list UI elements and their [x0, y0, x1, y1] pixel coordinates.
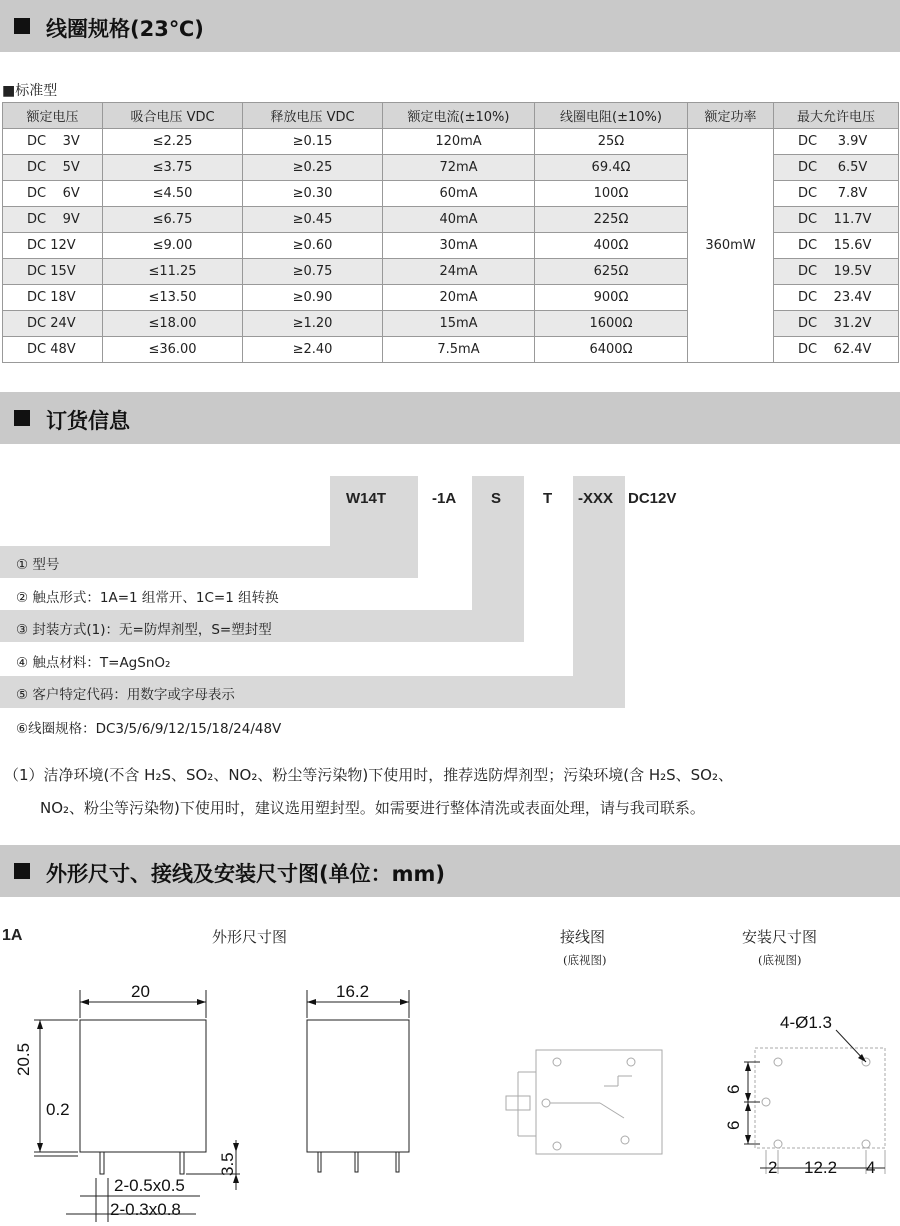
cell-resistance: 1600Ω: [535, 311, 688, 337]
cell-rated: DC 15V: [3, 259, 103, 285]
cell-pull: ≤13.50: [103, 285, 243, 311]
cell-max: DC 19.5V: [774, 259, 899, 285]
dim-horizontal-1: 2: [768, 1158, 778, 1177]
header-coil-resistance: 线圈电阻(±10%): [535, 103, 688, 129]
section-title: 线圈规格(23℃): [46, 17, 204, 41]
cell-max: DC 31.2V: [774, 311, 899, 337]
note-line-2: NO₂、粉尘等污染物)下使用时，建议选用塑封型。如需要进行整体清洗或表面处理，请与我司联系。: [40, 799, 705, 817]
cell-max: DC 62.4V: [774, 337, 899, 363]
dim-vertical-2: 6: [724, 1120, 743, 1130]
cell-pull: ≤36.00: [103, 337, 243, 363]
cell-current: 7.5mA: [383, 337, 535, 363]
cell-release: ≥0.60: [243, 233, 383, 259]
square-bullet-icon: [14, 863, 30, 879]
order-item: ⑥线圈规格：DC3/5/6/9/12/15/18/24/48V: [16, 721, 282, 737]
wiring-bottom-view-label: (底视图): [563, 953, 607, 967]
cell-current: 40mA: [383, 207, 535, 233]
cell-max: DC 6.5V: [774, 155, 899, 181]
note-line-1: （1）洁净环境(不含 H₂S、SO₂、NO₂、粉尘等污染物)下使用时，推荐选防焊剂型；污染环境(含 H₂S、SO₂、: [4, 766, 733, 784]
cell-pull: ≤11.25: [103, 259, 243, 285]
cell-release: ≥0.45: [243, 207, 383, 233]
cell-resistance: 6400Ω: [535, 337, 688, 363]
table-subtitle: ■标准型: [2, 83, 58, 99]
dim-vertical-1: 6: [724, 1084, 743, 1094]
wiring-schematic: [506, 1050, 662, 1154]
cell-max: DC 3.9V: [774, 129, 899, 155]
cell-rated: DC 48V: [3, 337, 103, 363]
cell-resistance: 625Ω: [535, 259, 688, 285]
cell-current: 30mA: [383, 233, 535, 259]
cell-resistance: 69.4Ω: [535, 155, 688, 181]
cell-resistance: 100Ω: [535, 181, 688, 207]
cell-current: 15mA: [383, 311, 535, 337]
cell-pull: ≤4.50: [103, 181, 243, 207]
cell-rated: DC 5V: [3, 155, 103, 181]
cell-release: ≥0.75: [243, 259, 383, 285]
order-item: ⑤ 客户特定代码：用数字或字母表示: [16, 687, 235, 703]
header-rated-voltage: 额定电压: [3, 103, 103, 129]
section-header-ordering: [0, 392, 900, 444]
cell-rated-power: 360mW: [688, 129, 774, 363]
section-header-coil: [0, 0, 900, 52]
relay-side-outline: [307, 1020, 409, 1152]
relay-front-outline: [80, 1020, 206, 1152]
cell-rated: DC 12V: [3, 233, 103, 259]
cell-current: 72mA: [383, 155, 535, 181]
cell-resistance: 25Ω: [535, 129, 688, 155]
order-item: ① 型号: [16, 557, 60, 573]
dim-height: 20.5: [14, 1042, 33, 1076]
cell-rated: DC 18V: [3, 285, 103, 311]
cell-pull: ≤2.25: [103, 129, 243, 155]
cell-current: 20mA: [383, 285, 535, 311]
cell-pull: ≤6.75: [103, 207, 243, 233]
cell-max: DC 11.7V: [774, 207, 899, 233]
header-max-voltage: 最大允许电压: [774, 103, 899, 129]
coil-spec-table: [2, 102, 899, 363]
cell-pull: ≤3.75: [103, 155, 243, 181]
code-package: S: [491, 490, 502, 507]
order-box-5: [573, 476, 625, 708]
cell-max: DC 7.8V: [774, 181, 899, 207]
table-row: [3, 129, 899, 155]
cell-resistance: 225Ω: [535, 207, 688, 233]
cell-rated: DC 9V: [3, 207, 103, 233]
dim-depth: 16.2: [336, 982, 370, 1001]
cell-max: DC 15.6V: [774, 233, 899, 259]
cell-current: 120mA: [383, 129, 535, 155]
outline-drawing-label: 外形尺寸图: [212, 928, 288, 946]
dim-pin-length: 3.5: [218, 1152, 237, 1176]
dim-width: 20: [131, 982, 150, 1001]
section-header-dimensions: [0, 845, 900, 897]
code-coil: DC12V: [628, 490, 677, 507]
square-bullet-icon: [14, 410, 30, 426]
dim-pin-size-2: 2-0.3x0.8: [110, 1200, 181, 1219]
cell-current: 60mA: [383, 181, 535, 207]
code-model: W14T: [346, 490, 387, 507]
cell-release: ≥1.20: [243, 311, 383, 337]
mounting-footprint: [755, 1048, 885, 1174]
cell-current: 24mA: [383, 259, 535, 285]
dim-horizontal-2: 12.2: [804, 1158, 838, 1177]
header-release-voltage: 释放电压 VDC: [243, 103, 383, 129]
cell-release: ≥0.30: [243, 181, 383, 207]
dim-gap: 0.2: [46, 1100, 70, 1119]
order-item: ③ 封装方式(1)：无=防焊剂型，S=塑封型: [16, 622, 272, 638]
cell-rated: DC 6V: [3, 181, 103, 207]
header-pull-in-voltage: 吸合电压 VDC: [103, 103, 243, 129]
mounting-bottom-view-label: (底视图): [758, 953, 802, 967]
code-customer: -XXX: [578, 490, 614, 507]
header-rated-power: 额定功率: [688, 103, 774, 129]
dim-pin-size-1: 2-0.5x0.5: [114, 1176, 185, 1195]
cell-release: ≥0.25: [243, 155, 383, 181]
cell-resistance: 400Ω: [535, 233, 688, 259]
header-rated-current: 额定电流(±10%): [383, 103, 535, 129]
order-item: ④ 触点材料：T=AgSnO₂: [16, 655, 171, 671]
variant-label: 1A: [2, 927, 23, 944]
order-item: ② 触点形式：1A=1 组常开、1C=1 组转换: [16, 590, 279, 606]
cell-rated: DC 3V: [3, 129, 103, 155]
cell-release: ≥0.15: [243, 129, 383, 155]
cell-pull: ≤18.00: [103, 311, 243, 337]
cell-max: DC 23.4V: [774, 285, 899, 311]
table-header-row: [3, 103, 899, 129]
cell-release: ≥2.40: [243, 337, 383, 363]
code-contact: -1A: [432, 490, 457, 507]
wiring-diagram-label: 接线图: [560, 928, 606, 946]
cell-resistance: 900Ω: [535, 285, 688, 311]
square-bullet-icon: [14, 18, 30, 34]
code-material: T: [543, 490, 553, 507]
cell-pull: ≤9.00: [103, 233, 243, 259]
section-title: 订货信息: [46, 409, 130, 433]
dim-horizontal-3: 4: [866, 1158, 876, 1177]
order-bar-1: [0, 546, 418, 578]
mounting-drawing-label: 安装尺寸图: [742, 928, 818, 946]
section-title: 外形尺寸、接线及安装尺寸图(单位：mm): [46, 862, 445, 886]
cell-release: ≥0.90: [243, 285, 383, 311]
cell-rated: DC 24V: [3, 311, 103, 337]
dim-hole: 4-Ø1.3: [780, 1013, 832, 1032]
